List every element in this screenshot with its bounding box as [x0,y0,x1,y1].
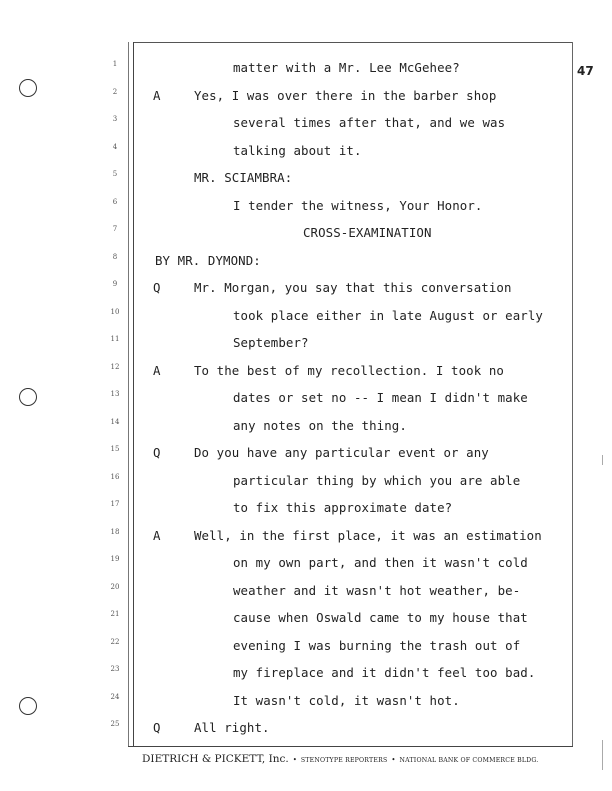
line-number: 17 [110,500,120,508]
transcript-line: I tender the witness, Your Honor. [233,198,483,213]
transcript-line: Yes, I was over there in the barber shop [194,88,497,103]
scan-edge-mark [602,740,603,770]
binder-hole-bottom [19,697,37,715]
line-number: 15 [110,445,120,453]
line-number: 22 [110,638,120,646]
line-number: 16 [110,473,120,481]
transcript-line: any notes on the thing. [233,418,407,433]
line-number: 20 [110,583,120,591]
transcript-line: to fix this approximate date? [233,500,453,515]
binder-hole-middle [19,388,37,406]
line-number: 9 [112,280,118,288]
transcript-line: September? [233,335,309,350]
line-number: 2 [112,88,118,96]
location-label: NATIONAL BANK OF COMMERCE BLDG. [399,757,539,764]
section-heading: CROSS-EXAMINATION [303,225,432,240]
line-number: 3 [112,115,118,123]
line-number: 10 [110,308,120,316]
line-number: 6 [112,198,118,206]
transcript-line: matter with a Mr. Lee McGehee? [233,60,460,75]
line-number: 23 [110,665,120,673]
examiner-heading: BY MR. DYMOND: [155,253,261,268]
right-rule [572,42,573,747]
separator-dot: • [391,756,396,764]
separator-dot: • [292,756,297,764]
line-number: 13 [110,390,120,398]
line-number: 7 [112,225,118,233]
transcript-line: several times after that, and we was [233,115,506,130]
line-number: 14 [110,418,120,426]
page-number: 47 [577,64,594,78]
transcript-line: It wasn't cold, it wasn't hot. [233,693,460,708]
margin-rule [133,42,134,747]
top-rule [133,42,573,43]
transcript-line: my fireplace and it didn't feel too bad. [233,665,536,680]
transcript-line: Well, in the first place, it was an estimation [194,528,542,543]
speaker-label: A [153,528,161,543]
speaker-label: Q [153,720,161,735]
transcript-line: Mr. Morgan, you say that this conversation [194,280,512,295]
transcript-line: talking about it. [233,143,362,158]
binder-hole-top [19,79,37,97]
scan-edge-mark [602,455,603,465]
line-number: 4 [112,143,118,151]
firm-name: DIETRICH & PICKETT, Inc. [142,753,289,765]
line-number: 8 [112,253,118,261]
line-number: 19 [110,555,120,563]
transcript-line: Do you have any particular event or any [194,445,489,460]
line-number: 12 [110,363,120,371]
transcript-line: To the best of my recollection. I took no [194,363,504,378]
attorney-heading: MR. SCIAMBRA: [194,170,293,185]
speaker-label: Q [153,445,161,460]
line-number: 24 [110,693,120,701]
transcript-line: evening I was burning the trash out of [233,638,521,653]
transcript-line: All right. [194,720,270,735]
speaker-label: A [153,363,161,378]
line-number: 18 [110,528,120,536]
reporter-footer [142,753,574,765]
transcript-line: weather and it wasn't hot weather, be- [233,583,521,598]
transcript-line: cause when Oswald came to my house that [233,610,528,625]
line-number: 11 [110,335,120,343]
margin-rule-outer [128,42,129,747]
line-number: 5 [112,170,118,178]
line-number: 25 [110,720,120,728]
service-label: STENOTYPE REPORTERS [300,757,388,764]
transcript-line: took place either in late August or early [233,308,543,323]
line-number: 21 [110,610,120,618]
line-number: 1 [112,60,118,68]
speaker-label: Q [153,280,161,295]
transcript-line: on my own part, and then it wasn't cold [233,555,528,570]
transcript-line: particular thing by which you are able [233,473,521,488]
bottom-rule [128,746,573,747]
speaker-label: A [153,88,161,103]
transcript-line: dates or set no -- I mean I didn't make [233,390,528,405]
